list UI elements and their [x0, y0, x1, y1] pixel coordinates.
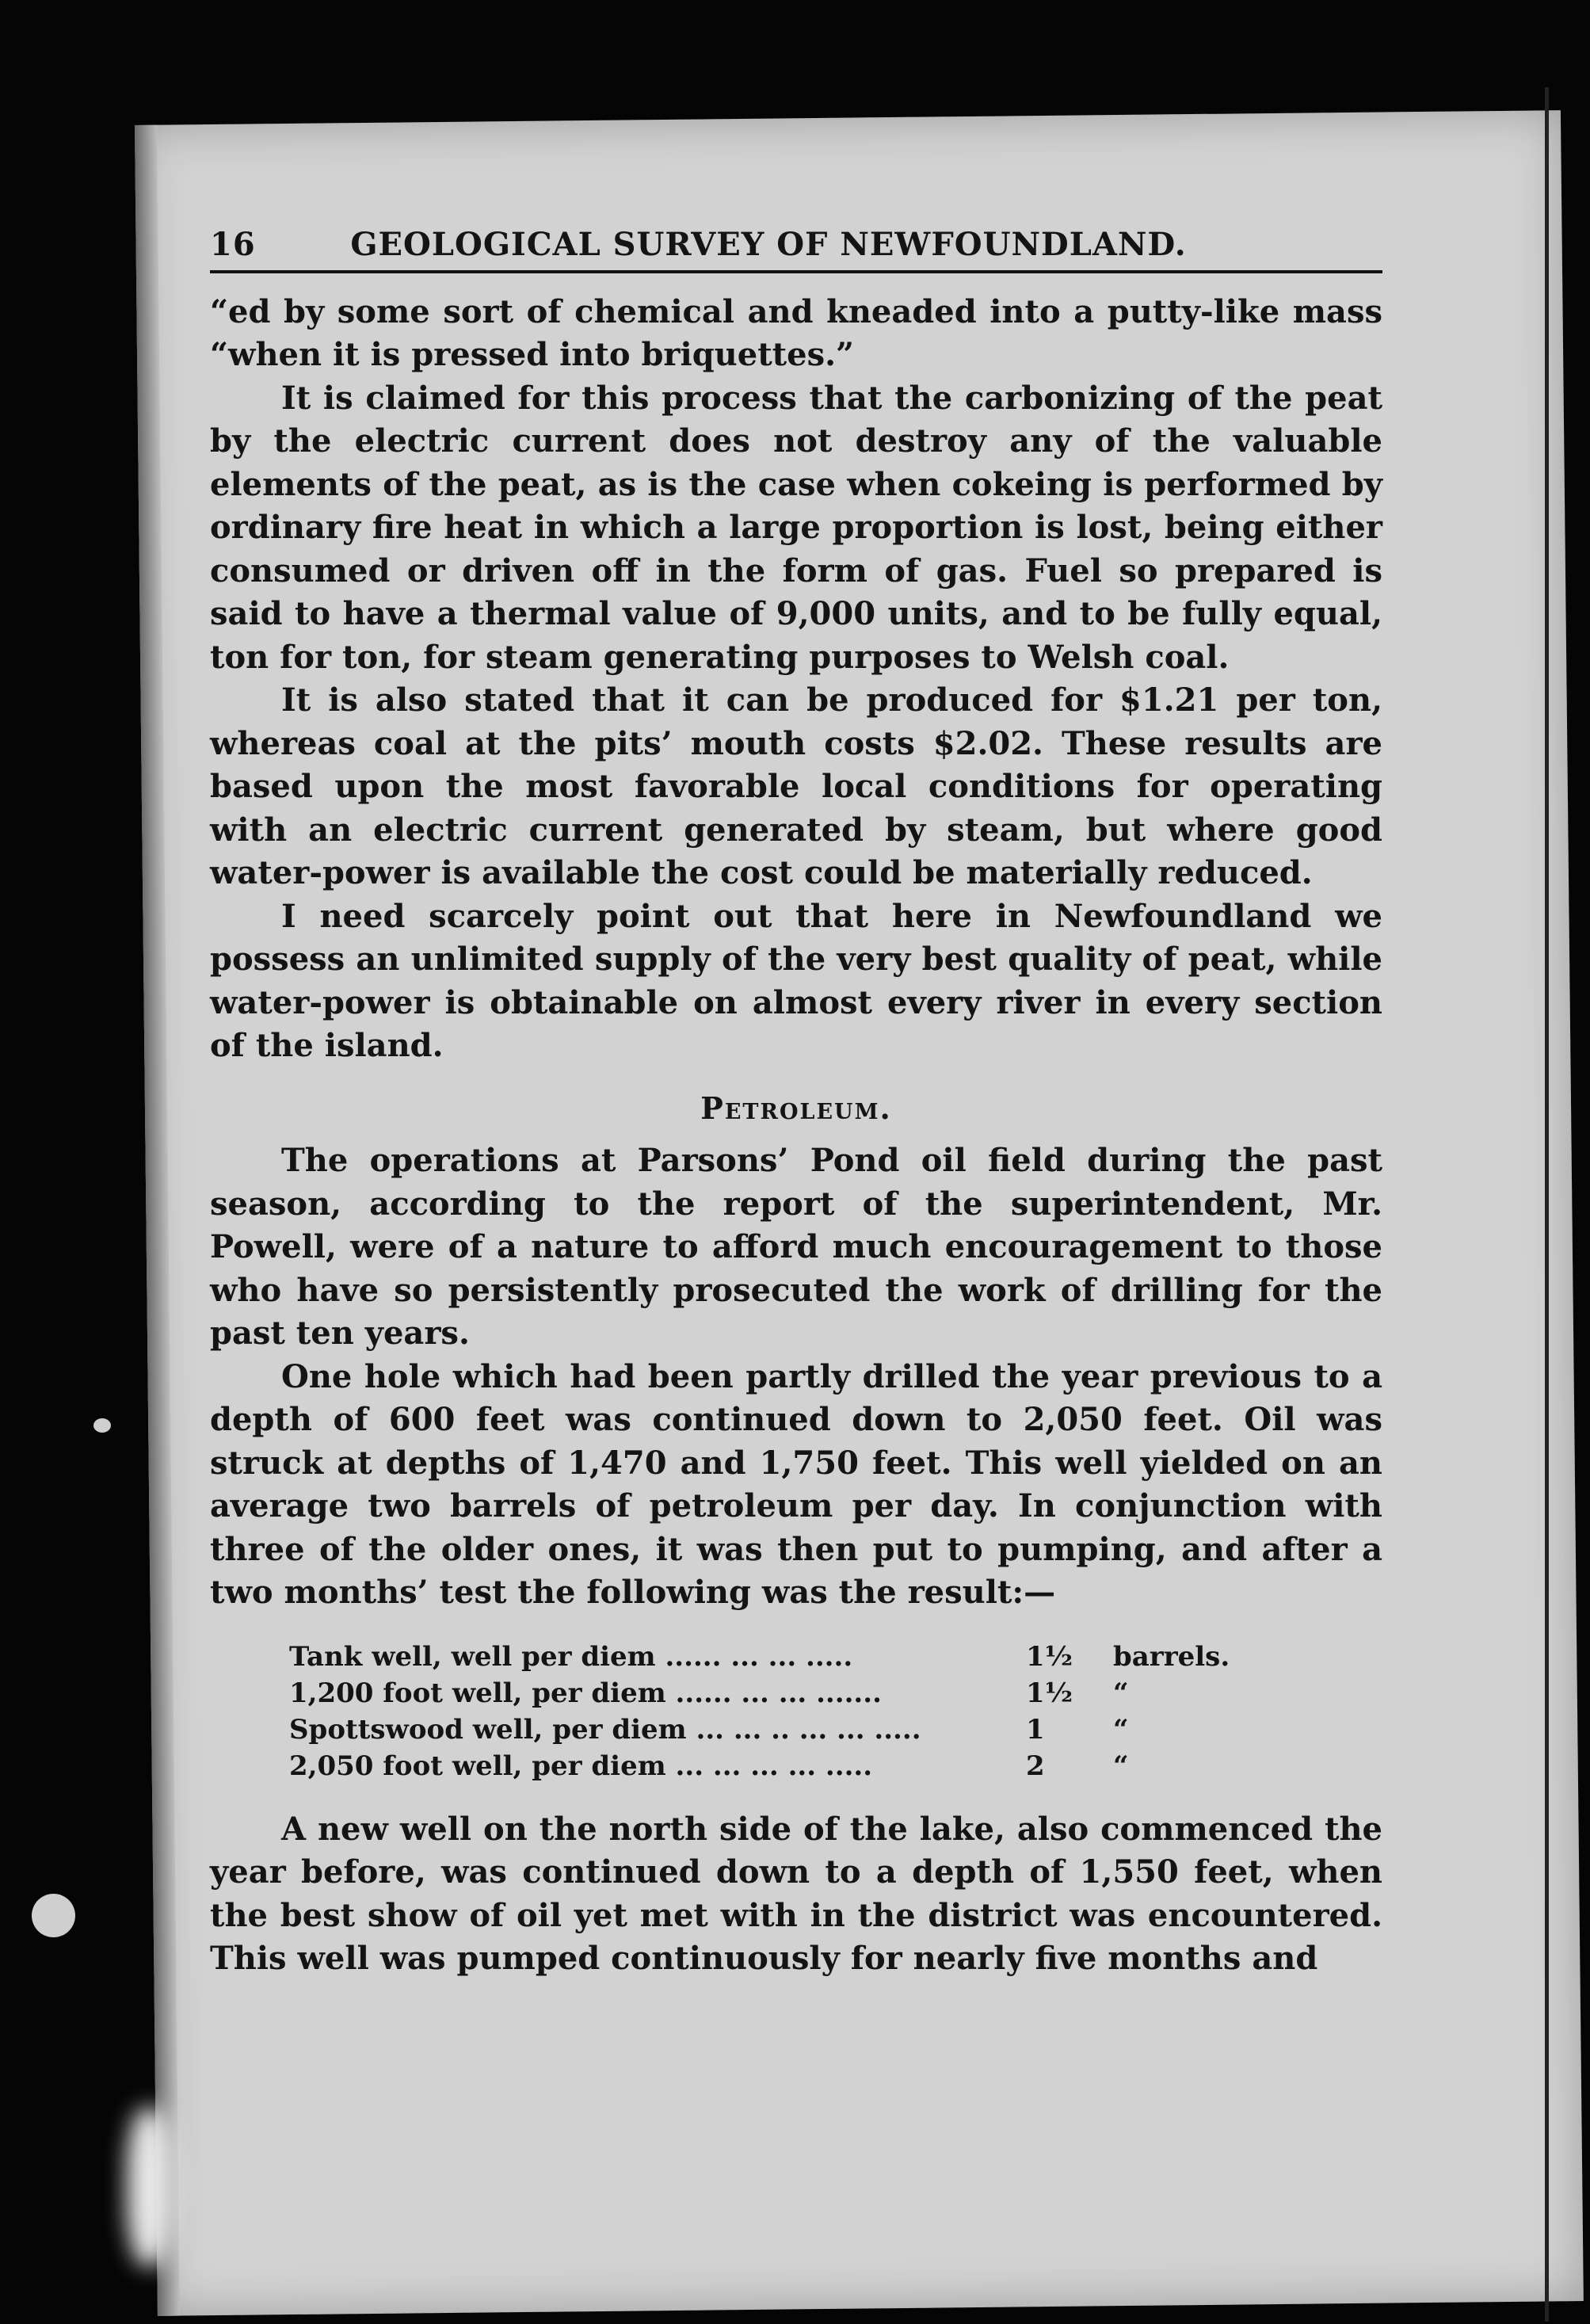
scan-glare — [127, 2108, 174, 2266]
paragraph: It is also stated that it can be produced for $1.21 per ton, whereas coal at the pits’ mouth costs $2.02. These results are based upon the most favorable local conditions for operating with an electric current generated by steam, but where good water-power is available the cost could be materially reduced. — [210, 681, 1382, 891]
well-quantity: 1 — [1026, 1713, 1045, 1746]
paragraph: It is claimed for this process that the carbonizing of the peat by the electric current does not destroy any of the valuable elements of the peat, as is the case when cokeing is performed by ordinary fire heat in which a large proportion is lost, being either consumed or driven off in the form of gas. Fuel so prepared is said to have a thermal value of 9,000 units, and to be fully equal, ton for ton, for steam generating purposes to Welsh coal. — [210, 379, 1382, 676]
paragraph: The operations at Parsons’ Pond oil field during the past season, according to the report of the superintendent, Mr. Powell, were of a nature to afford much encouragement to those who have so persistently prosecuted the work of drilling for the past ten years. — [210, 1142, 1382, 1352]
page-binding-edge — [135, 125, 180, 2316]
well-label: 1,200 foot well, per diem ...... ... ... ....... — [289, 1677, 882, 1709]
section-heading: Petroleum. — [700, 1089, 892, 1126]
page-header — [210, 223, 1382, 273]
table-row — [289, 1675, 1240, 1712]
well-unit: “ — [1113, 1750, 1129, 1782]
table-row — [289, 1639, 1240, 1675]
well-unit: “ — [1113, 1713, 1129, 1746]
scan-speck — [32, 1894, 75, 1937]
well-quantity: 1½ — [1026, 1640, 1073, 1673]
page-content — [210, 223, 1382, 1981]
well-unit: “ — [1113, 1677, 1129, 1709]
paragraph: I need scarcely point out that here in Newfoundland we possess an unlimited supply of the very best quality of peat, while water-power is obtainable on almost every river in every section of the island. — [210, 897, 1382, 1064]
well-label: Spottswood well, per diem ... ... .. ... ... ..... — [289, 1713, 921, 1746]
paragraph: A new well on the north side of the lake, also commenced the year before, was continued down to a depth of 1,550 feet, when the best show of oil yet met with in the district was encountered. This well was pumped continuously for nearly five months and — [210, 1810, 1382, 1977]
paragraph: “ed by some sort of chemical and kneaded into a putty-like mass “when it is pressed into briquettes.” — [210, 292, 1382, 373]
paragraph: One hole which had been partly drilled the year previous to a depth of 600 feet was continued down to 2,050 feet. Oil was struck at depths of 1,470 and 1,750 feet. This well yielded on an average two barrels of petroleum per day. In conjunction with three of the older ones, it was then put to pumping, and after a two months’ test the following was the result:— — [210, 1357, 1382, 1611]
table-row — [289, 1712, 1240, 1748]
table-row — [289, 1748, 1240, 1784]
scan-speck — [93, 1418, 111, 1433]
well-unit: barrels. — [1113, 1640, 1230, 1673]
well-label: Tank well, well per diem ...... ... ... ..... — [289, 1640, 853, 1673]
running-head: GEOLOGICAL SURVEY OF NEWFOUNDLAND. — [350, 226, 1187, 263]
facing-page-edge — [1545, 87, 1549, 2322]
well-quantity: 2 — [1026, 1750, 1045, 1782]
well-label: 2,050 foot well, per diem ... ... ... ... ..... — [289, 1750, 873, 1782]
results-table — [289, 1639, 1240, 1784]
page-number: 16 — [210, 226, 256, 263]
well-quantity: 1½ — [1026, 1677, 1073, 1709]
